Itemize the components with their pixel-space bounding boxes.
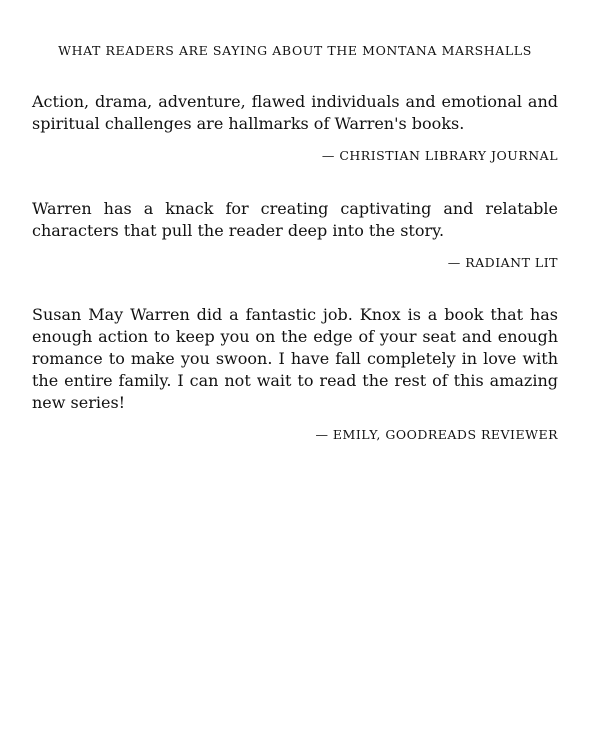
review-attribution: — EMILY, GOODREADS REVIEWER	[315, 427, 558, 442]
review-quote: Action, drama, adventure, flawed individuals and emotional and spiritual challenges are hallmarks of Warren's books.	[32, 92, 558, 133]
review-quote: Warren has a knack for creating captivating and relatable characters that pull the reader deep into the story.	[32, 199, 558, 240]
review-quote: Susan May Warren did a fantastic job. Knox is a book that has enough action to keep you on the edge of your seat and enough romance to make you swoon. I have fall completely in love with the entire family. I can not wait to read the rest of this amazing new series!	[32, 305, 558, 412]
review-attribution: — CHRISTIAN LIBRARY JOURNAL	[321, 148, 558, 163]
review-attribution: — RADIANT LIT	[447, 255, 558, 270]
page-heading: WHAT READERS ARE SAYING ABOUT THE MONTANA MARSHALLS	[58, 43, 532, 58]
